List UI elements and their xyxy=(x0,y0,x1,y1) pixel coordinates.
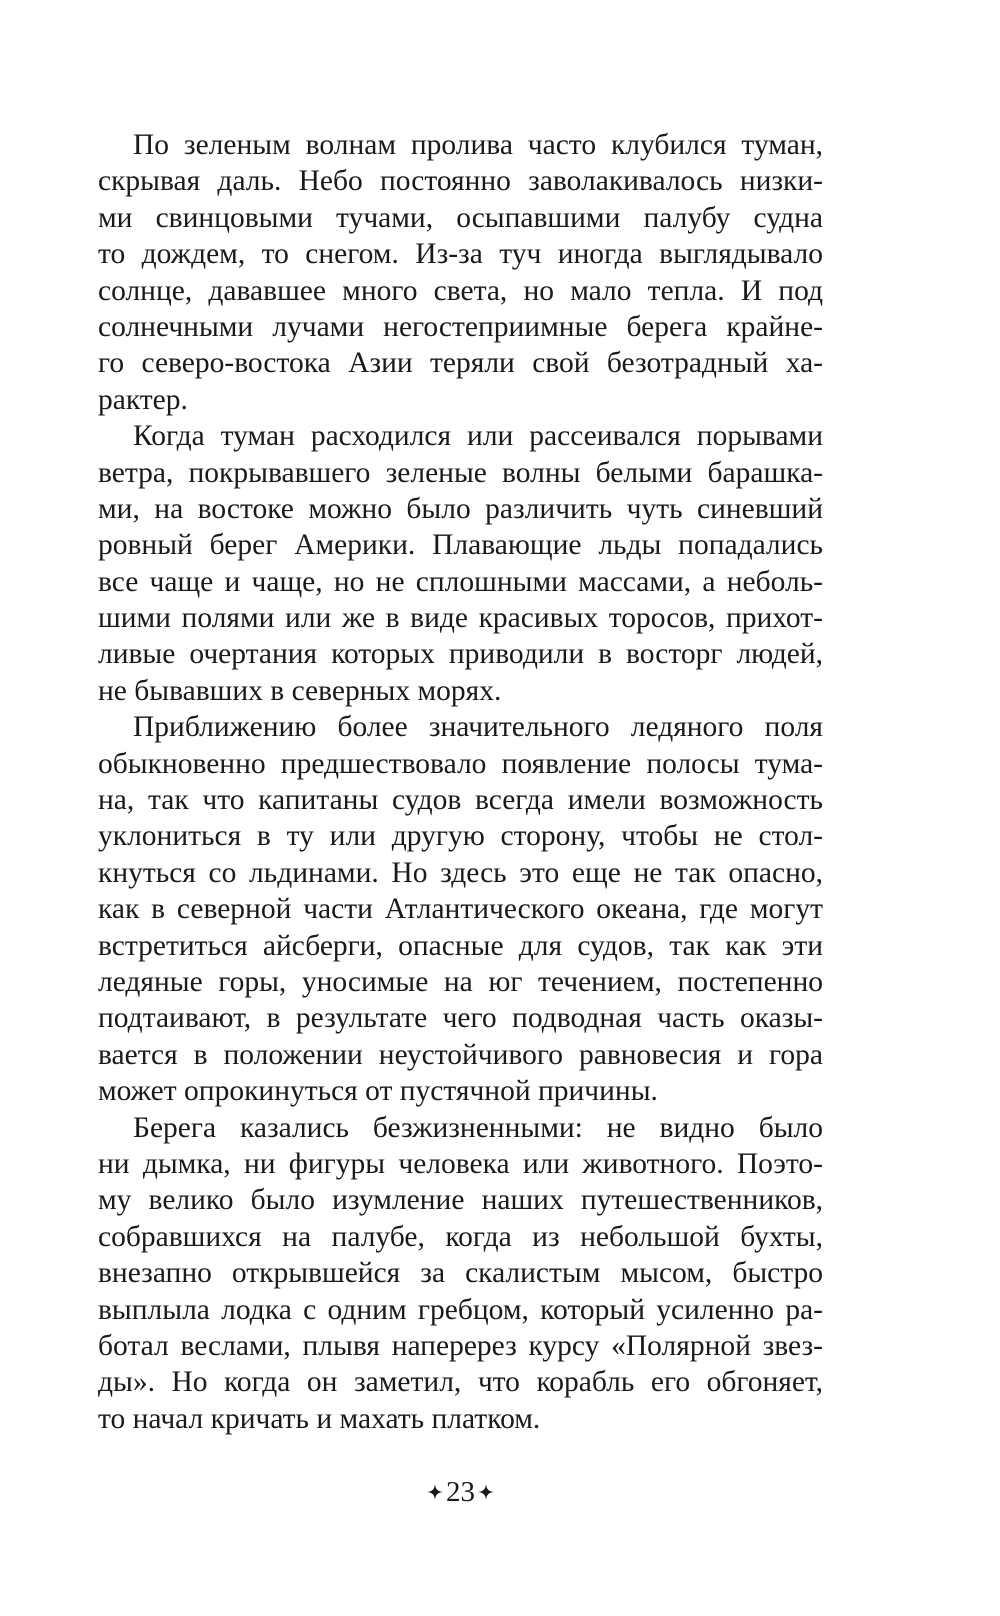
body-text xyxy=(98,127,823,1437)
page-number: 23 xyxy=(446,1476,475,1508)
text-line: уклониться в ту или другую сторону, чтобы не стол- xyxy=(98,820,823,853)
text-line: то начал кричать и махать платком. xyxy=(98,1402,541,1435)
text-line: Берега казались безжизненными: не видно было xyxy=(133,1111,823,1144)
text-line: кнуться со льдинами. Но здесь это еще не так опасно, xyxy=(98,856,823,889)
text-line: обыкновенно предшествовало появление полосы тума- xyxy=(98,747,823,780)
text-line: может опрокинуться от пустячной причины. xyxy=(98,1075,658,1108)
text-line: рактер. xyxy=(98,383,188,416)
text-line: Приближению более значительного ледяного поля xyxy=(133,711,823,744)
text-line: все чаще и чаще, но не сплошными массами, а неболь- xyxy=(98,565,823,598)
text-line: ледяные горы, уносимые на юг течением, постепенно xyxy=(98,965,823,998)
text-line: то дождем, то снегом. Из-за туч иногда выглядывало xyxy=(98,238,823,271)
text-line: шими полями или же в виде красивых торосов, прихот- xyxy=(98,602,823,635)
text-line: солнечными лучами негостеприимные берега крайне- xyxy=(98,310,823,343)
paragraph xyxy=(98,418,823,709)
text-line: скрывая даль. Небо постоянно заволакивалось низки- xyxy=(98,165,823,198)
text-line: собравшихся на палубе, когда из небольшой бухты, xyxy=(98,1220,823,1253)
text-line: ливые очертания которых приводили в восторг людей, xyxy=(98,638,823,671)
text-line: ни дымка, ни фигуры человека или животного. Поэто- xyxy=(98,1147,823,1180)
text-line: Когда туман расходился или рассеивался порывами xyxy=(133,420,823,453)
text-line: ми свинцовыми тучами, осыпавшими палубу судна xyxy=(98,201,823,234)
text-line: го северо-востока Азии теряли свой безотрадный ха- xyxy=(98,347,823,380)
text-line: внезапно открывшейся за скалистым мысом, быстро xyxy=(98,1257,823,1290)
text-line: ботал веслами, плывя наперерез курсу «Полярной звез- xyxy=(98,1329,823,1362)
text-line: По зеленым волнам пролива часто клубился туман, xyxy=(133,129,823,161)
paragraph xyxy=(98,1110,823,1438)
text-line: не бывавших в северных морях. xyxy=(98,674,502,707)
text-line: ровный берег Америки. Плавающие льды попадались xyxy=(98,529,823,562)
text-line: му велико было изумление наших путешественников, xyxy=(98,1184,823,1217)
paragraph xyxy=(98,127,823,418)
text-line: ми, на востоке можно было различить чуть синевший xyxy=(98,492,823,525)
four-point-star-icon xyxy=(478,1484,494,1500)
four-point-star-icon xyxy=(427,1484,443,1500)
page-footer xyxy=(98,1475,823,1509)
text-line: вается в положении неустойчивого равновесия и гора xyxy=(98,1038,823,1071)
text-line: как в северной части Атлантического океана, где могут xyxy=(98,893,823,926)
paragraph xyxy=(98,709,823,1109)
text-line: ветра, покрывавшего зеленые волны белыми барашка- xyxy=(98,456,823,489)
text-line: на, так что капитаны судов всегда имели возможность xyxy=(98,784,823,817)
text-line: ды». Но когда он заметил, что корабль его обгоняет, xyxy=(98,1366,823,1399)
text-line: солнце, дававшее много света, но мало тепла. И под xyxy=(98,274,823,307)
text-line: встретиться айсберги, опасные для судов, так как эти xyxy=(98,929,823,962)
text-line: выплыла лодка с одним гребцом, который усиленно ра- xyxy=(98,1293,823,1326)
text-line: подтаивают, в результате чего подводная часть оказы- xyxy=(98,1002,823,1035)
